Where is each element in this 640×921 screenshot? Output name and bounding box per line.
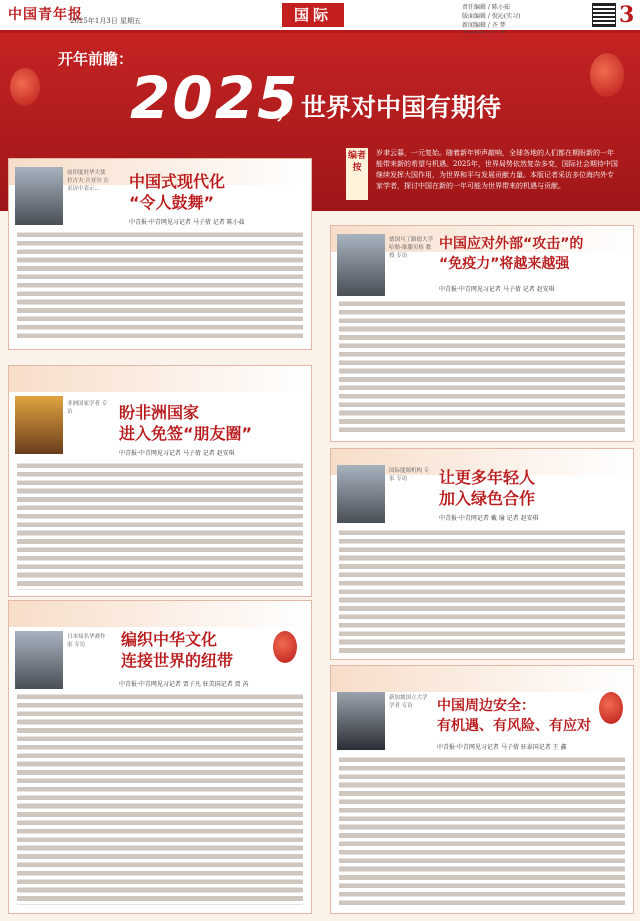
article-title-line: 连接世界的纽带 bbox=[121, 651, 234, 670]
article-title-line: “免疫力”将越来越强 bbox=[439, 256, 570, 272]
article-title bbox=[439, 467, 629, 509]
article-body bbox=[339, 300, 625, 434]
expert-portrait bbox=[337, 692, 385, 750]
article-title bbox=[119, 402, 309, 444]
article-title-line: 中国应对外部“攻击”的 bbox=[439, 236, 584, 252]
card-header bbox=[9, 366, 311, 392]
editor-credit: 新闻编辑 / 齐 梦 bbox=[462, 22, 506, 29]
article-card bbox=[8, 600, 312, 914]
expert-portrait bbox=[15, 631, 63, 689]
article-body bbox=[17, 231, 303, 341]
expert-portrait bbox=[15, 396, 63, 454]
editor-note-tag: 编者按 bbox=[346, 148, 368, 200]
lantern-icon bbox=[273, 631, 297, 663]
article-body bbox=[17, 462, 303, 590]
portrait-caption: 前印度驻华大使 拉吉夫·吉亚尔 在采访中表示... bbox=[67, 170, 109, 192]
expert-portrait bbox=[337, 234, 385, 296]
editor-credit: 版面编辑 / 倪沁(实习) bbox=[462, 13, 521, 20]
article-byline: 中青报·中青网记者 戴 瑜 记者 赵安琪 bbox=[439, 515, 539, 522]
article-card bbox=[330, 448, 634, 660]
article-card bbox=[8, 158, 312, 350]
article-title-line: 中国式现代化 bbox=[129, 172, 226, 191]
lantern-icon bbox=[590, 53, 624, 97]
article-title-line: 中国周边安全： bbox=[437, 698, 535, 714]
article-title-line: 加入绿色合作 bbox=[439, 489, 536, 508]
article-title bbox=[129, 171, 309, 213]
card-header bbox=[331, 666, 633, 692]
banner-year: 2025 bbox=[130, 64, 300, 132]
card-header bbox=[9, 601, 311, 627]
article-title bbox=[121, 629, 271, 671]
lantern-icon bbox=[10, 68, 40, 106]
portrait-caption: 德国马丁路德大学哈勒-维滕贝格 教授 专访 bbox=[389, 237, 434, 259]
article-byline: 中青报·中青网见习记者 马子倩 记者 陈小茹 bbox=[129, 219, 245, 226]
section-badge: 国际 bbox=[282, 3, 344, 27]
article-title-line: 让更多年轻人 bbox=[439, 468, 536, 487]
article-card bbox=[330, 665, 634, 914]
banner-headline: ，世界对中国有期待 bbox=[276, 93, 502, 122]
qr-code-icon bbox=[592, 3, 616, 27]
expert-portrait bbox=[15, 167, 63, 225]
article-card bbox=[330, 225, 634, 442]
article-title-line: “令人鼓舞” bbox=[129, 193, 215, 212]
article-body bbox=[339, 756, 625, 906]
article-title bbox=[439, 234, 629, 274]
article-byline: 中青报·中青网见习记者 马子倩 驻泰国记者 王 鑫 bbox=[437, 744, 567, 751]
article-title-line: 编织中华文化 bbox=[121, 630, 218, 649]
portrait-caption: 非洲国家学者 专访 bbox=[67, 401, 108, 415]
newspaper-logo: 中国青年报 bbox=[8, 7, 83, 23]
article-byline: 中青报·中青网见习记者 贾子凡 驻美国记者 贾 芮 bbox=[119, 681, 249, 688]
expert-portrait bbox=[337, 465, 385, 523]
article-title bbox=[437, 696, 627, 736]
article-body bbox=[339, 529, 625, 653]
article-title-line: 有机遇、有风险、有应对 bbox=[437, 718, 591, 734]
portrait-caption: 日本知名华裔作家 专访 bbox=[67, 634, 106, 648]
article-byline: 中青报·中青网见习记者 马子倩 记者 赵安琪 bbox=[119, 450, 235, 457]
page-number: 3 bbox=[619, 2, 635, 28]
article-body bbox=[17, 693, 303, 905]
article-byline: 中青报·中青网见习记者 马子倩 记者 赵安琪 bbox=[439, 286, 555, 293]
banner-kicker: 开年前瞻： bbox=[58, 50, 134, 68]
portrait-caption: 新加坡国立大学 学者 专访 bbox=[389, 695, 428, 709]
editor-note-text: 岁聿云暮，一元复始。随着新年钟声敲响，全球各地的人们都在期盼新的一年能带来新的希望与机遇。2025年，世界局势依然复杂多变，国际社会期待中国继续发挥大国作用，为世界和平与发展贡献力量。本版记者采访多位海内外专家学者，探讨中国在新的一年可能为世界带来的机遇与贡献。 bbox=[376, 149, 618, 190]
article-title-line: 盼非洲国家 bbox=[119, 403, 200, 422]
portrait-caption: 国际能源机构 专家 专访 bbox=[389, 468, 430, 482]
editor-credit: 责任编辑 / 陈小茹 bbox=[462, 4, 510, 11]
issue-date: 2025年1月3日 星期五 bbox=[70, 17, 141, 25]
article-title-line: 进入免签“朋友圈” bbox=[119, 424, 253, 443]
article-card bbox=[8, 365, 312, 597]
lantern-icon bbox=[599, 692, 623, 724]
